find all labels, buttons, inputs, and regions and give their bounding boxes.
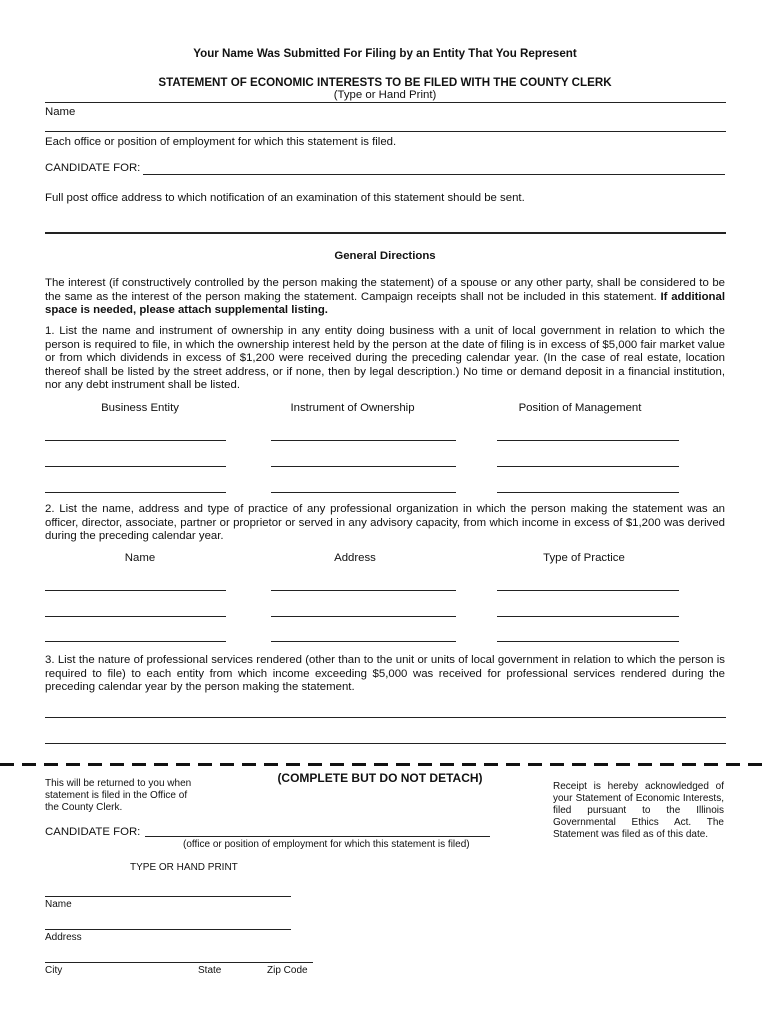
s1-position-line-3[interactable] — [497, 492, 679, 493]
s1-instrument-line-2[interactable] — [271, 466, 456, 467]
stub-zip-label: Zip Code — [267, 965, 308, 976]
stub-candidate-label: CANDIDATE FOR: — [45, 826, 141, 838]
s2-practice-line-3[interactable] — [497, 641, 679, 642]
stub-city-label: City — [45, 965, 63, 976]
s2-address-line-3[interactable] — [271, 641, 456, 642]
detach-separator — [0, 763, 770, 766]
col-address: Address — [334, 552, 376, 564]
s1-position-line-2[interactable] — [497, 466, 679, 467]
section2-text: 2. List the name, address and type of practice of any professional organization in which the person making the statement was an officer, director, associate, partner or proprietor or served in any advisory capacity, from which income in excess of $1,200 was derived during the preceding calendar year. — [45, 503, 725, 543]
section3-text: 3. List the nature of professional services rendered (other than to the unit or units of local government in relation to which the person is required to file) to each entity from which income exceeding $5,000 was received for professional services rendered during the preceding calendar year by the person making the statement. — [45, 654, 725, 694]
s1-instrument-line-1[interactable] — [271, 440, 456, 441]
s2-practice-line-1[interactable] — [497, 590, 679, 591]
print-note: (Type or Hand Print) — [333, 89, 437, 101]
col-position-management: Position of Management — [518, 402, 642, 414]
address-field-line[interactable] — [45, 232, 726, 234]
s2-name-line-1[interactable] — [45, 590, 226, 591]
s1-entity-line-2[interactable] — [45, 466, 226, 467]
page-title: Your Name Was Submitted For Filing by an Entity That You Represent — [193, 47, 577, 60]
col-business-entity: Business Entity — [101, 402, 179, 414]
col-instrument-ownership: Instrument of Ownership — [290, 402, 415, 414]
col-type-practice: Type of Practice — [543, 552, 625, 564]
stub-state-label: State — [198, 965, 222, 976]
address-label: Full post office address to which notification of an examination of this statement should be sent. — [45, 192, 525, 204]
stub-name-label: Name — [45, 899, 72, 910]
stub-city-line[interactable] — [45, 962, 313, 963]
s2-address-line-1[interactable] — [271, 590, 456, 591]
name-label: Name — [45, 106, 76, 118]
stub-address-line[interactable] — [45, 929, 291, 930]
candidate-label: CANDIDATE FOR: — [45, 162, 141, 174]
office-label: Each office or position of employment for which this statement is filed. — [45, 136, 397, 148]
type-print-label: TYPE OR HAND PRINT — [130, 862, 238, 873]
s3-line-2[interactable] — [45, 743, 726, 744]
s1-entity-line-3[interactable] — [45, 492, 226, 493]
s2-address-line-2[interactable] — [271, 616, 456, 617]
directions-heading: General Directions — [334, 250, 436, 262]
col-name: Name — [124, 552, 156, 564]
top-rule — [45, 102, 726, 103]
stub-address-label: Address — [45, 932, 82, 943]
form-subtitle: STATEMENT OF ECONOMIC INTERESTS TO BE FILED WITH THE COUNTY CLERK — [158, 76, 612, 89]
s1-position-line-1[interactable] — [497, 440, 679, 441]
candidate-field-line[interactable] — [143, 174, 725, 175]
stub-office-caption: (office or position of employment for which this statement is filed) — [183, 839, 470, 850]
return-note: This will be returned to you when statement is filed in the Office of the County Clerk. — [45, 778, 192, 813]
name-field-line[interactable] — [45, 131, 726, 132]
stub-name-line[interactable] — [45, 896, 291, 897]
receipt-note: Receipt is hereby acknowledged of your Statement of Economic Interests, filed pursuant to the Illinois Governmental Ethics Act. The Statement was filed as of this date. — [553, 781, 724, 840]
s2-practice-line-2[interactable] — [497, 616, 679, 617]
stub-heading: (COMPLETE BUT DO NOT DETACH) — [277, 771, 483, 785]
stub-candidate-line[interactable] — [145, 836, 490, 837]
s3-line-1[interactable] — [45, 717, 726, 718]
directions-intro: The interest (if constructively controlled by the person making the statement) of a spouse or any other party, shall be considered to be the same as the interest of the person making the statement. Campaign receipts shall not be included in this statement. If additional space is needed, please attach supplemental listing. — [45, 277, 725, 317]
s2-name-line-2[interactable] — [45, 616, 226, 617]
supplemental-note: If additional space is needed, please attach supplemental listing. — [45, 290, 725, 317]
s2-name-line-3[interactable] — [45, 641, 226, 642]
section1-text: 1. List the name and instrument of ownership in any entity doing business with a unit of local government in relation to which the person is required to file, in which the ownership interest held by the person at the date of filing is in excess of $5,000 fair market value or from which dividends in excess of $1,200 were received during the preceding calendar year. (In the case of real estate, location thereof shall be listed by the street address, or if none, then by legal description.) No time or demand deposit in a financial institution, nor any debt instrument shall be listed. — [45, 325, 725, 392]
s1-instrument-line-3[interactable] — [271, 492, 456, 493]
s1-entity-line-1[interactable] — [45, 440, 226, 441]
